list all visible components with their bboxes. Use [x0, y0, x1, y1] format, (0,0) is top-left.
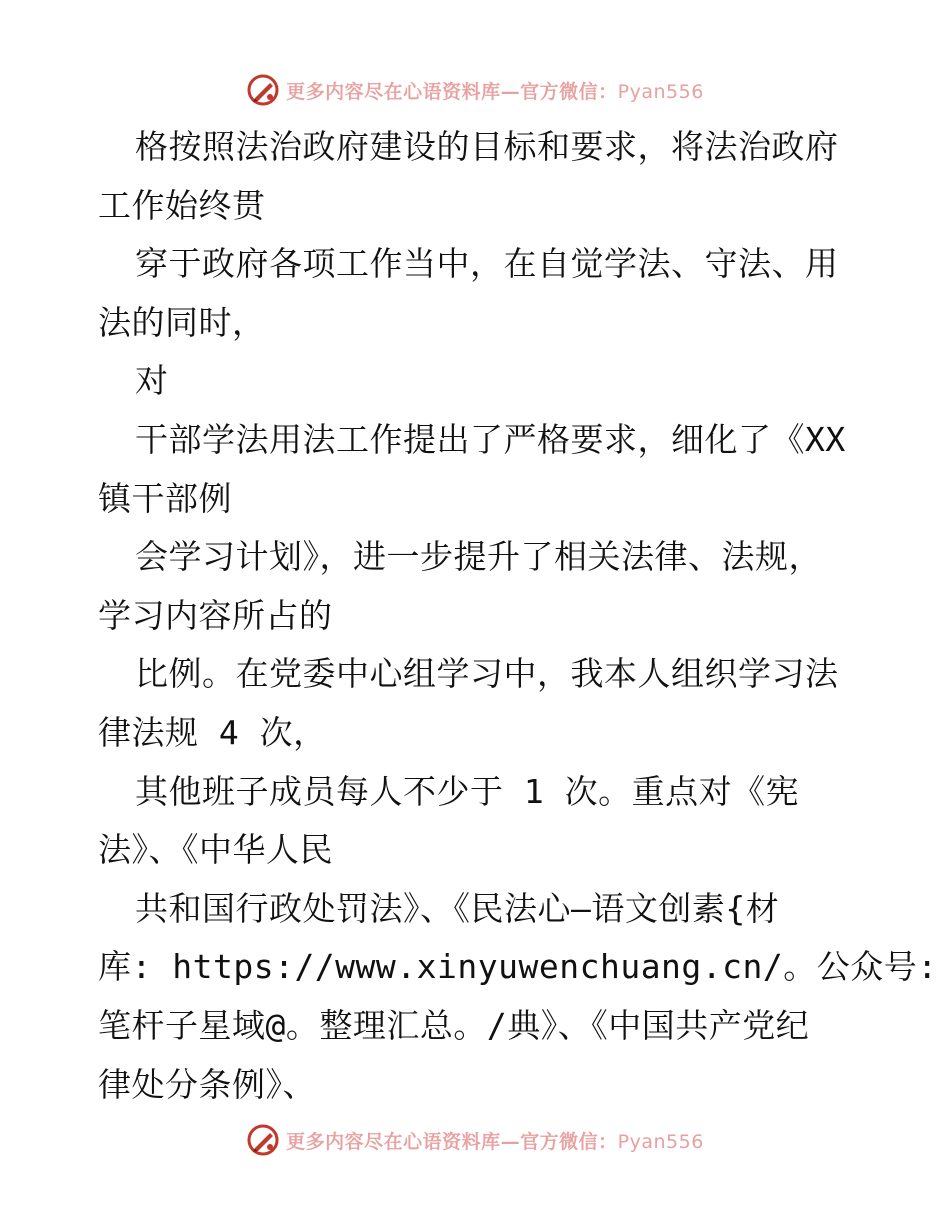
text-line: 会学习计划》，进一步提升了相关法律、法规， [135, 537, 822, 577]
text-line: 穿于政府各项工作当中，在自觉学法、守法、用 [135, 244, 839, 284]
text-line: 共和国行政处罚法》、《民法心—语文创素{材 [135, 888, 780, 928]
text-line: 学习内容所占的 [98, 595, 333, 635]
text-line: 法的同时， [98, 302, 266, 342]
header-banner [0, 70, 950, 110]
pen-logo-icon [246, 1123, 280, 1157]
text-line: 法》、《中华人民 [98, 830, 333, 870]
text-line: 律法规 4 次， [98, 712, 327, 752]
text-line: 对 [135, 361, 169, 401]
text-line: 镇干部例 [98, 478, 232, 518]
text-line: 格按照法治政府建设的目标和要求，将法治政府 [135, 127, 839, 166]
text-line: 其他班子成员每人不少于 1 次。重点对《宪 [135, 771, 800, 811]
text-line: 笔杆子星域@。整理汇总。/典》、《中国共产党纪 [98, 1005, 810, 1045]
text-line: 律处分条例》、 [98, 1064, 316, 1104]
text-line: 干部学法用法工作提出了严格要求，细化了《XX [135, 419, 846, 459]
footer-banner [0, 1120, 950, 1160]
text-line: 库: https://www.xinyuwenchuang.cn/。公众号: [98, 947, 938, 987]
header-banner-text: 更多内容尽在心语资料库—官方微信：Pyan556 [286, 80, 704, 103]
pen-logo-icon [246, 73, 280, 107]
footer-banner-text: 更多内容尽在心语资料库—官方微信：Pyan556 [286, 1130, 704, 1153]
document-body [98, 118, 938, 1114]
text-line: 比例。在党委中心组学习中，我本人组织学习法 [135, 654, 839, 694]
text-line: 工作始终贯 [98, 185, 266, 225]
